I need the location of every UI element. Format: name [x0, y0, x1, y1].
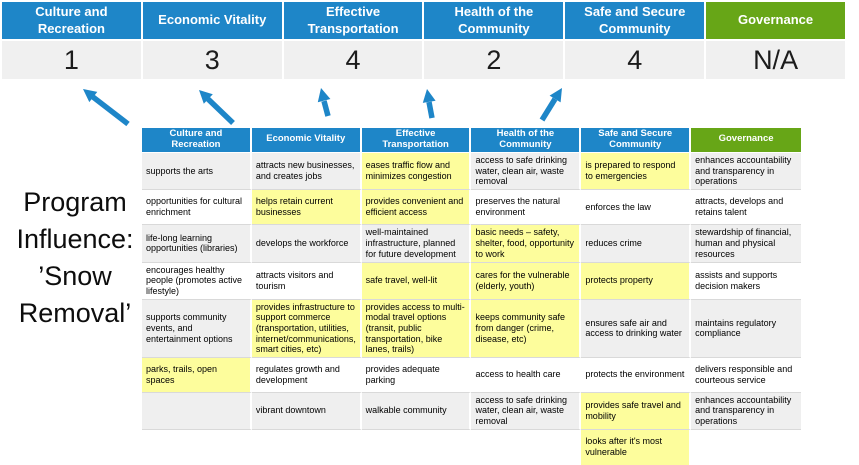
matrix-cell: keeps community safe from danger (crime, disease, etc) — [471, 300, 581, 358]
matrix-cell: reduces crime — [581, 225, 691, 263]
matrix-row — [142, 153, 801, 190]
matrix-cell: provides safe travel and mobility — [581, 393, 691, 430]
matrix-header-effective-transportation: Effective Transportation — [362, 128, 472, 153]
matrix-row — [142, 300, 801, 358]
summary-header-health-community: Health of the Community — [424, 2, 563, 39]
summary-header-governance: Governance — [706, 2, 845, 39]
matrix-cell: basic needs – safety, shelter, food, opportunity to work — [471, 225, 581, 263]
matrix-cell: access to safe drinking water, clean air, waste removal — [471, 393, 581, 430]
matrix-cell — [142, 393, 252, 430]
influence-matrix — [142, 128, 801, 465]
matrix-cell: provides infrastructure to support commerce (transportation, utilities, internet/communications, smart cities, etc) — [252, 300, 362, 358]
matrix-cell: provides access to multi-modal travel options (transit, public transportation, bike lanes, trails) — [362, 300, 472, 358]
summary-score-safe-secure-community: 4 — [565, 41, 704, 79]
matrix-row — [142, 190, 801, 225]
matrix-header-governance: Governance — [691, 128, 801, 153]
summary-header-safe-secure-community: Safe and Secure Community — [565, 2, 704, 39]
matrix-cell: delivers responsible and courteous service — [691, 358, 801, 393]
matrix-header-safe-secure-community: Safe and Secure Community — [581, 128, 691, 153]
title-line: Removal’ — [18, 298, 132, 328]
matrix-cell: regulates growth and development — [252, 358, 362, 393]
matrix-header-culture-recreation: Culture and Recreation — [142, 128, 252, 153]
matrix-cell: opportunities for cultural enrichment — [142, 190, 252, 225]
matrix-cell: attracts visitors and tourism — [252, 263, 362, 300]
matrix-cell: enhances accountability and transparency in operations — [691, 153, 801, 190]
matrix-row — [142, 263, 801, 300]
matrix-cell: encourages healthy people (promotes active lifestyle) — [142, 263, 252, 300]
matrix-cell: protects the environment — [581, 358, 691, 393]
matrix-cell: access to health care — [471, 358, 581, 393]
summary-score-culture-recreation: 1 — [2, 41, 141, 79]
matrix-cell: cares for the vulnerable (elderly, youth) — [471, 263, 581, 300]
matrix-row — [142, 358, 801, 393]
title-line: Program — [23, 187, 127, 217]
matrix-cell: provides adequate parking — [362, 358, 472, 393]
matrix-cell — [471, 430, 581, 465]
matrix-cell: parks, trails, open spaces — [142, 358, 252, 393]
matrix-cell — [142, 430, 252, 465]
matrix-cell: attracts, develops and retains talent — [691, 190, 801, 225]
summary-header-economic-vitality: Economic Vitality — [143, 2, 282, 39]
up-arrow-1 — [83, 89, 128, 124]
matrix-cell: enhances accountability and transparency in operations — [691, 393, 801, 430]
up-arrow-3 — [318, 88, 331, 116]
program-influence-title — [2, 184, 148, 332]
matrix-cell: enforces the law — [581, 190, 691, 225]
matrix-cell: looks after it's most vulnerable — [581, 430, 691, 465]
matrix-cell: attracts new businesses, and creates jobs — [252, 153, 362, 190]
matrix-cell: preserves the natural environment — [471, 190, 581, 225]
matrix-header-row — [142, 128, 801, 153]
summary-header-culture-recreation: Culture and Recreation — [2, 2, 141, 39]
title-line: Influence: — [16, 224, 134, 254]
up-arrow-4 — [423, 89, 436, 118]
matrix-cell: supports the arts — [142, 153, 252, 190]
matrix-header-economic-vitality: Economic Vitality — [252, 128, 362, 153]
matrix-cell: vibrant downtown — [252, 393, 362, 430]
matrix-cell: well-maintained infrastructure, planned for future development — [362, 225, 472, 263]
summary-header-effective-transportation: Effective Transportation — [284, 2, 423, 39]
matrix-cell: is prepared to respond to emergencies — [581, 153, 691, 190]
summary-score-governance: N/A — [706, 41, 845, 79]
matrix-cell: maintains regulatory compliance — [691, 300, 801, 358]
up-arrow-2 — [199, 90, 233, 123]
matrix-cell: walkable community — [362, 393, 472, 430]
matrix-cell: protects property — [581, 263, 691, 300]
matrix-cell: helps retain current businesses — [252, 190, 362, 225]
matrix-row — [142, 430, 801, 465]
matrix-cell: eases traffic flow and minimizes congestion — [362, 153, 472, 190]
matrix-cell: life-long learning opportunities (libraries) — [142, 225, 252, 263]
matrix-cell: provides convenient and efficient access — [362, 190, 472, 225]
matrix-row — [142, 393, 801, 430]
matrix-cell: safe travel, well-lit — [362, 263, 472, 300]
matrix-cell — [252, 430, 362, 465]
matrix-cell: access to safe drinking water, clean air, waste removal — [471, 153, 581, 190]
title-line: ’Snow — [38, 261, 112, 291]
summary-score-effective-transportation: 4 — [284, 41, 423, 79]
matrix-row — [142, 225, 801, 263]
matrix-cell: supports community events, and entertainment options — [142, 300, 252, 358]
summary-score-health-community: 2 — [424, 41, 563, 79]
matrix-cell — [691, 430, 801, 465]
matrix-cell: develops the workforce — [252, 225, 362, 263]
matrix-cell: ensures safe air and access to drinking water — [581, 300, 691, 358]
score-summary-band — [2, 2, 845, 79]
up-arrow-5 — [542, 88, 562, 120]
summary-score-economic-vitality: 3 — [143, 41, 282, 79]
matrix-cell — [362, 430, 472, 465]
matrix-cell: stewardship of financial, human and physical resources — [691, 225, 801, 263]
matrix-header-health-community: Health of the Community — [471, 128, 581, 153]
matrix-cell: assists and supports decision makers — [691, 263, 801, 300]
summary-header-row — [2, 2, 845, 39]
summary-score-row — [2, 41, 845, 79]
